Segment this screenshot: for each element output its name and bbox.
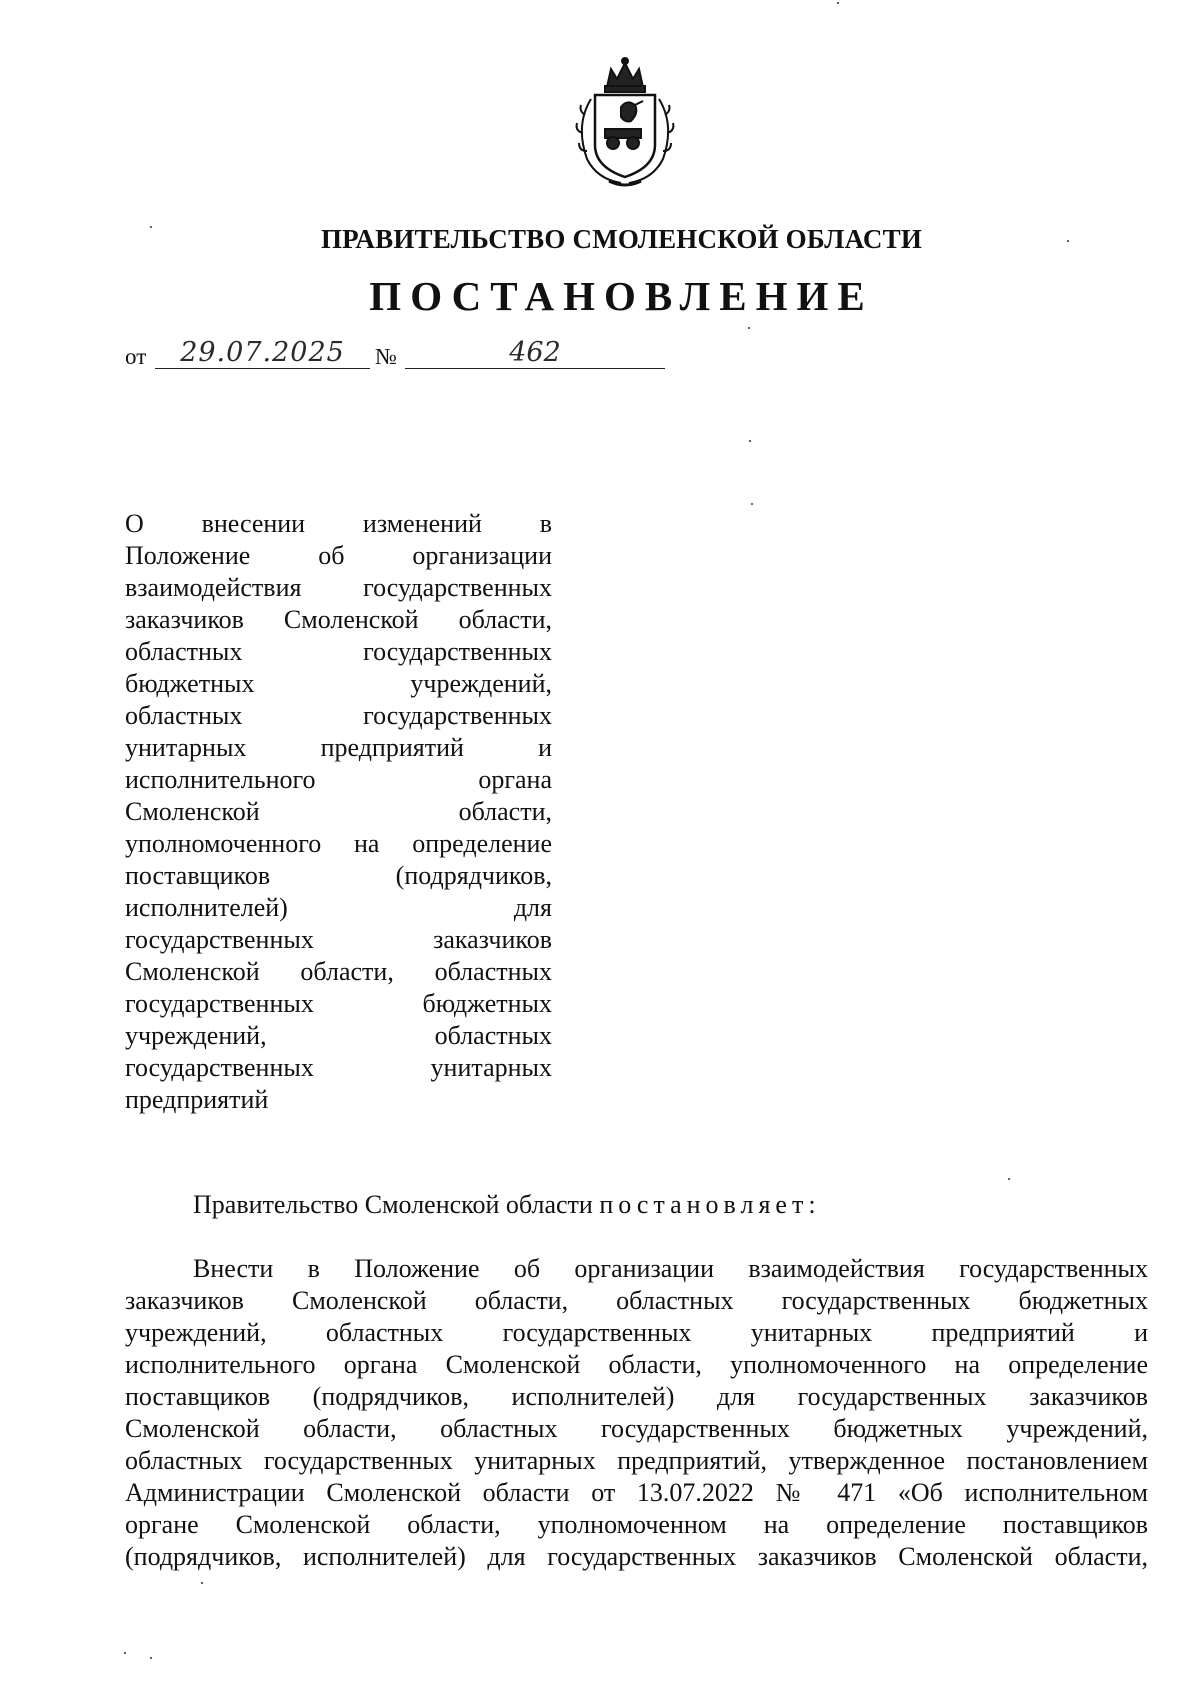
scan-speck: [124, 1652, 126, 1654]
subject-line: государственных бюджетных: [125, 989, 552, 1018]
subject-line: бюджетных учреждений,: [125, 669, 552, 698]
date-label: от: [125, 344, 147, 369]
body-line: Смоленской области, областных государственных бюджетных учреждений,: [125, 1414, 1148, 1443]
subject-line: областных государственных: [125, 637, 552, 666]
subject-line: заказчиков Смоленской области,: [125, 605, 552, 634]
subject-line: Смоленской области,: [125, 797, 552, 826]
document-type-title: ПОСТАНОВЛЕНИЕ: [369, 273, 874, 319]
decree-prefix: Правительство Смоленской области: [193, 1190, 600, 1219]
scan-speck: [749, 440, 751, 442]
subject-line: государственных унитарных: [125, 1053, 552, 1082]
smolensk-coat-of-arms-emblem: [565, 55, 685, 190]
subject-block: [125, 508, 552, 1116]
handwritten-date: 29.07.2025: [155, 338, 370, 369]
body-line: Внести в Положение об организации взаимодействия государственных: [193, 1254, 1148, 1283]
body-line: учреждений, областных государственных унитарных предприятий и: [125, 1318, 1148, 1347]
subject-line: государственных заказчиков: [125, 925, 552, 954]
scan-speck: [150, 226, 152, 228]
subject-line: исполнительного органа: [125, 765, 552, 794]
body-line: органе Смоленской области, уполномоченном на определение поставщиков: [125, 1510, 1148, 1539]
subject-line: исполнителей) для: [125, 893, 552, 922]
body-line: (подрядчиков, исполнителей) для государственных заказчиков Смоленской области,: [125, 1542, 1148, 1571]
body-line: Администрации Смоленской области от 13.07.2022 № 471 «Об исполнительном: [125, 1478, 1148, 1507]
subject-line: О внесении изменений в: [125, 509, 552, 538]
scan-speck: [1067, 240, 1069, 242]
number-label: №: [375, 344, 397, 369]
subject-line: учреждений, областных: [125, 1021, 552, 1050]
body-line: заказчиков Смоленской области, областных государственных бюджетных: [125, 1286, 1148, 1315]
body-line: поставщиков (подрядчиков, исполнителей) для государственных заказчиков: [125, 1382, 1148, 1411]
scan-speck: [201, 1582, 203, 1584]
scan-speck: [837, 2, 839, 4]
body-line: исполнительного органа Смоленской области, уполномоченного на определение: [125, 1350, 1148, 1379]
subject-line: Положение об организации: [125, 541, 552, 570]
decree-line: [193, 1190, 816, 1220]
subject-line: предприятий: [125, 1085, 269, 1114]
subject-line: унитарных предприятий и: [125, 733, 552, 762]
handwritten-number: 462: [405, 338, 665, 369]
scan-speck: [1008, 1178, 1010, 1180]
body-line: областных государственных унитарных предприятий, утвержденное постановлением: [125, 1446, 1148, 1475]
scan-speck: [751, 503, 753, 505]
subject-line: Смоленской области, областных: [125, 957, 552, 986]
government-title: ПРАВИТЕЛЬСТВО СМОЛЕНСКОЙ ОБЛАСТИ: [320, 224, 923, 254]
decree-verb: постановляет: [599, 1190, 809, 1219]
body-paragraph: [125, 1253, 1148, 1573]
decree-suffix: :: [808, 1190, 816, 1219]
subject-line: взаимодействия государственных: [125, 573, 552, 602]
subject-line: областных государственных: [125, 701, 552, 730]
subject-line: поставщиков (подрядчиков,: [125, 861, 552, 890]
subject-line: уполномоченного на определение: [125, 829, 552, 858]
scan-speck: [748, 327, 750, 329]
scan-speck: [150, 1657, 152, 1659]
